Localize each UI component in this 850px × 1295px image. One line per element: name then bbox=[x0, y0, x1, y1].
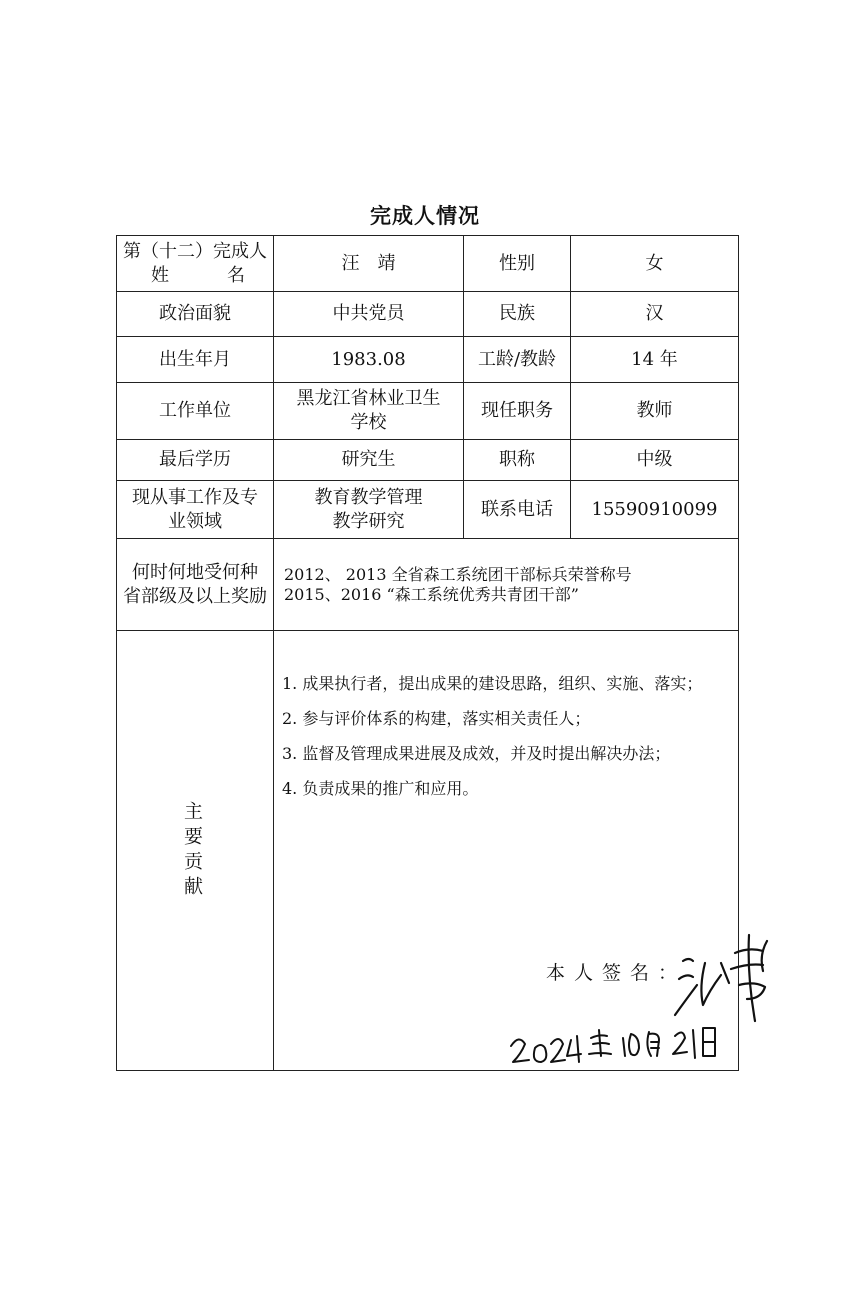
contribution-label: 主要贡献 bbox=[181, 800, 203, 901]
name-label-char2: 名 bbox=[227, 264, 245, 286]
politics-value: 中共党员 bbox=[274, 292, 464, 337]
name-label-cell bbox=[117, 236, 274, 292]
phone-value: 15590910099 bbox=[571, 481, 739, 539]
contribution-item-2: 2. 参与评价体系的构建，落实相关责任人； bbox=[282, 709, 591, 728]
name-label-line1: 第（十二）完成人 bbox=[123, 240, 267, 262]
title-value: 中级 bbox=[571, 440, 739, 481]
title-label: 职称 bbox=[464, 440, 571, 481]
position-label: 现任职务 bbox=[464, 383, 571, 440]
row-politics bbox=[117, 292, 739, 337]
seniority-label: 工龄/教龄 bbox=[464, 337, 571, 383]
name-label-char1: 姓 bbox=[151, 264, 169, 286]
awards-label-line1: 何时何地受何种 bbox=[132, 561, 258, 583]
name-value: 汪 靖 bbox=[274, 236, 464, 292]
contribution-cell bbox=[274, 631, 739, 1071]
employer-label: 工作单位 bbox=[117, 383, 274, 440]
phone-label: 联系电话 bbox=[464, 481, 571, 539]
row-employer bbox=[117, 383, 739, 440]
row-name bbox=[117, 236, 739, 292]
field-value-cell bbox=[274, 481, 464, 539]
awards-label-cell bbox=[117, 539, 274, 631]
gender-value: 女 bbox=[571, 236, 739, 292]
contribution-list bbox=[274, 631, 738, 806]
field-value-line1: 教育教学管理 bbox=[314, 486, 423, 508]
employer-value-cell bbox=[274, 383, 464, 440]
politics-label: 政治面貌 bbox=[117, 292, 274, 337]
contribution-item-3: 3. 监督及管理成果进展及成效，并及时提出解决办法； bbox=[282, 744, 671, 763]
seniority-value: 14 年 bbox=[571, 337, 739, 383]
ethnicity-value: 汉 bbox=[571, 292, 739, 337]
awards-value-cell bbox=[274, 539, 739, 631]
contribution-item-1: 1. 成果执行者，提出成果的建设思路，组织、实施、落实； bbox=[282, 674, 703, 693]
row-field bbox=[117, 481, 739, 539]
handwritten-signature bbox=[669, 923, 789, 1023]
employer-value-line2: 学校 bbox=[350, 412, 387, 433]
row-awards bbox=[117, 539, 739, 631]
completer-info-table bbox=[116, 235, 739, 1071]
row-contribution bbox=[117, 631, 739, 1071]
education-label: 最后学历 bbox=[117, 440, 274, 481]
gender-label: 性别 bbox=[464, 236, 571, 292]
contribution-label-cell bbox=[117, 631, 274, 1071]
birth-label: 出生年月 bbox=[117, 337, 274, 383]
row-birth bbox=[117, 337, 739, 383]
name-label-line2 bbox=[117, 264, 273, 288]
ethnicity-label: 民族 bbox=[464, 292, 571, 337]
education-value: 研究生 bbox=[274, 440, 464, 481]
signature-label: 本人签名： bbox=[546, 962, 687, 984]
field-label-line1: 现从事工作及专 bbox=[132, 486, 258, 508]
birth-value: 1983.08 bbox=[274, 337, 464, 383]
field-value-line2: 教学研究 bbox=[332, 510, 405, 532]
field-label-line2: 业领域 bbox=[168, 510, 222, 532]
form-title: 完成人情况 bbox=[370, 204, 480, 228]
handwritten-date bbox=[507, 1016, 737, 1076]
awards-label-line2: 省部级及以上奖励 bbox=[123, 585, 267, 607]
contribution-item-4: 4. 负责成果的推广和应用。 bbox=[282, 779, 479, 798]
field-label-cell bbox=[117, 481, 274, 539]
awards-line1: 2012、 2013 全省森工系统团干部标兵荣誉称号 bbox=[284, 564, 632, 584]
position-value: 教师 bbox=[571, 383, 739, 440]
employer-value-line1: 黑龙江省林业卫生 bbox=[296, 388, 441, 409]
awards-line2: 2015、2016 “森工系统优秀共青团干部” bbox=[284, 584, 579, 604]
row-education bbox=[117, 440, 739, 481]
